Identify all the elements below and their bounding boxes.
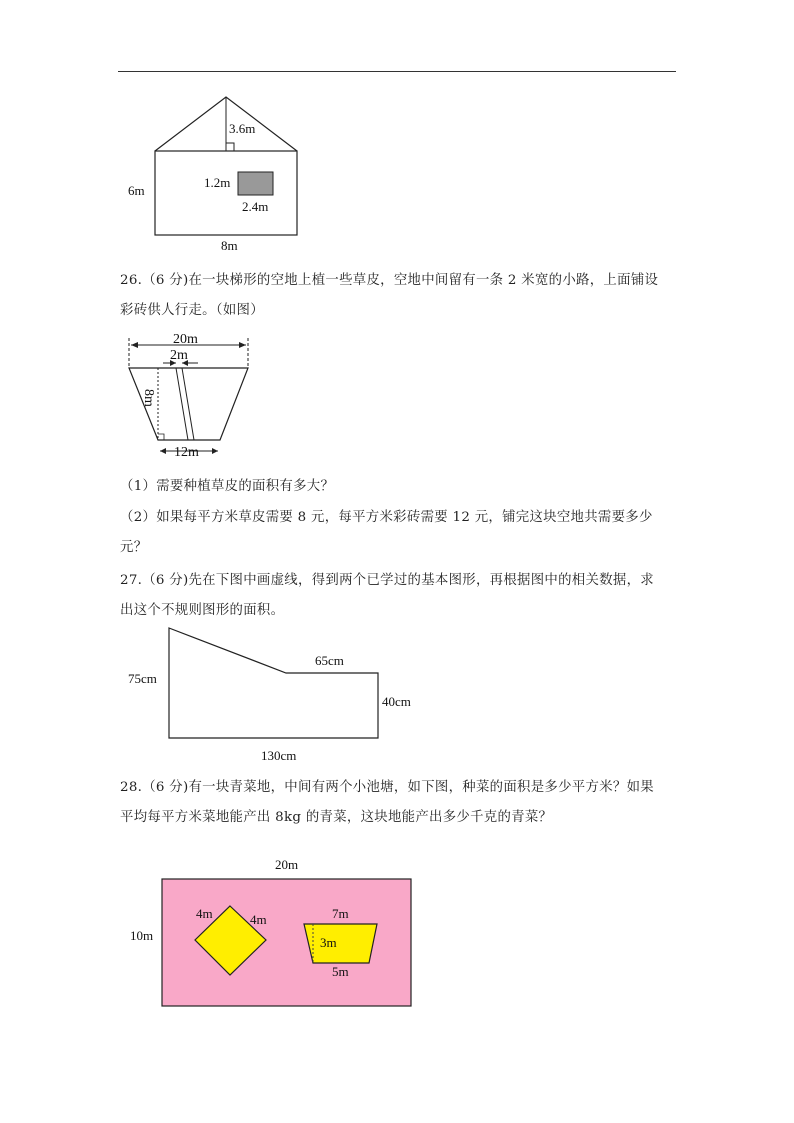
house-body [155,151,297,235]
label-top-width: 20m [173,332,198,347]
q26-sub-2-line-1: （2）如果每平方米草皮需要 8 元，每平方米彩砖需要 12 元，铺完这块空地共需要多少 [120,510,653,525]
label-bottom-width: 12m [174,445,199,460]
irregular-outline [169,628,378,738]
label-left-side: 75cm [128,671,157,686]
label-house-side: 6m [128,183,145,198]
label-path-width: 2m [170,348,188,363]
label-height: 8m [141,389,156,407]
arrow-right [239,342,246,348]
path-left-edge [176,368,188,440]
q27-line-1: 27.（6 分)先在下图中画虚线，得到两个已学过的基本图形，再根据图中的相关数据，求 [120,573,654,588]
question-26-sub [120,477,680,558]
q26-sub-2-line-2: 元？ [120,540,148,555]
pond-trapezoid [304,924,377,963]
question-28 [120,778,680,828]
label-top-segment: 65cm [315,653,344,668]
question-26 [120,271,680,321]
right-angle-mark [226,143,234,151]
q28-line-2: 平均每平方米菜地能产出 8kg 的青菜，这块地能产出多少千克的青菜？ [120,810,553,825]
arrow-bottom-left [160,448,166,454]
label-right-side: 40cm [382,694,411,709]
q27-line-2: 出这个不规则图形的面积。 [120,603,285,618]
house-window [238,172,273,195]
q26-sub-1: （1）需要种植草皮的面积有多大？ [120,479,335,494]
label-square-side-2: 4m [250,912,267,927]
question-27 [120,571,680,621]
label-field-width: 20m [275,857,299,872]
label-bottom-side: 130cm [261,748,297,763]
q28-line-1: 28.（6 分)有一块青菜地，中间有两个小池塘，如下图，种菜的面积是多少平方米？如果 [120,780,654,795]
figure-house [128,97,297,253]
q26-line-2: 彩砖供人行走。（如图） [120,303,264,318]
arrow-bottom-right [212,448,218,454]
label-square-side-1: 4m [196,906,213,921]
label-window-width: 2.4m [242,199,269,214]
path-right-edge [182,368,194,440]
label-window-height: 1.2m [204,175,231,190]
label-field-height: 10m [130,928,154,943]
label-trapezoid-bottom: 5m [332,964,349,979]
label-roof-height: 3.6m [229,121,256,136]
figure-field [130,857,411,1006]
arrow-left [131,342,138,348]
figure-irregular [128,628,411,763]
figure-trapezoid-path [129,332,248,460]
label-trapezoid-top: 7m [332,906,349,921]
right-angle-mark-2 [158,434,164,440]
q26-line-1: 26.（6 分)在一块梯形的空地上植一些草皮，空地中间留有一条 2 米宽的小路，上面铺设 [120,273,659,288]
label-house-base: 8m [221,238,238,253]
label-trapezoid-height: 3m [320,935,337,950]
